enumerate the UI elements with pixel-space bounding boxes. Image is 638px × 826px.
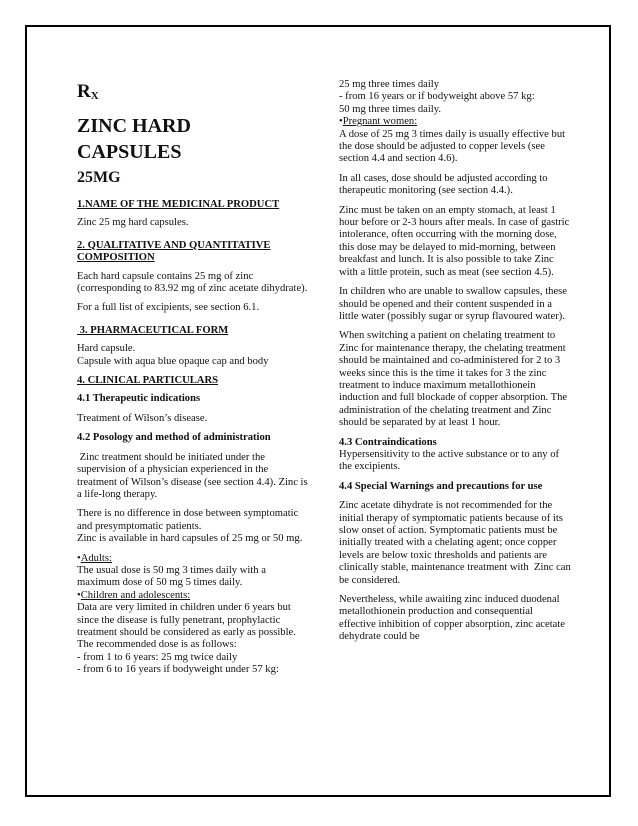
section-4-2-text-2b: Zinc is available in hard capsules of 25 mg or 50 mg. [77, 533, 303, 545]
section-2-text-2: For a full list of excipients, see section 6.1. [77, 302, 260, 314]
dose-line-1: 25 mg three times daily [339, 79, 440, 90]
pregnant-label: Pregnant women: [342, 116, 418, 128]
section-4-1-heading: 4.1 Therapeutic indications [77, 393, 201, 405]
dose-line-3: 50 mg three times daily. [339, 103, 441, 115]
section-4-3-text: Hypersensitivity to the active substance or to any of the excipients. [339, 448, 560, 473]
children-dose-line-2: - from 6 to 16 years if bodyweight under 57 kg: [77, 664, 279, 676]
section-4-2-heading: 4.2 Posology and method of administration [77, 432, 271, 444]
section-2-heading: 2. QUALITATIVE AND QUANTITATIVE COMPOSITION [77, 239, 271, 264]
section-4-4-text-2: Nevertheless, while awaiting zinc induced duodenal metallothionein production and consequential effective inhibition of copper absorption, zinc acetate dehydrate could be [339, 594, 566, 643]
pregnant-text: A dose of 25 mg 3 times daily is usually effective but the dose should be adjusted to copper levels (see section 4.4 and section 4.6). [339, 128, 566, 165]
adults-bullet [77, 553, 309, 565]
section-3-line-1: Hard capsule. [77, 343, 136, 355]
left-column [77, 79, 309, 677]
rx-letter: R [77, 81, 91, 102]
section-4-2-text-1: Zinc treatment should be initiated under the supervision of a physician experienced in the treatment of Wilson’s disease (see section 4.4). Zinc is a life-long therapy. [77, 451, 311, 500]
product-title-line2: CAPSULES [77, 141, 182, 163]
product-strength: 25MG [77, 169, 121, 186]
section-4-4-text-1: Zinc acetate dihydrate is not recommended for the initial therapy of symptomatic patients because of its slow onset of action. Symptomatic patients must be initially treated with a chelating agent; once copper levels are below toxic thresholds and patients are clinically stable, maintenance treatment with Zinc can be considered. [339, 500, 574, 586]
section-3-heading: 3. PHARMACEUTICAL FORM [77, 324, 229, 336]
section-1-heading: 1.NAME OF THE MEDICINAL PRODUCT [77, 199, 280, 210]
pregnant-bullet [339, 116, 571, 128]
product-title-line1: ZINC HARD [77, 115, 191, 137]
all-cases-text: In all cases, dose should be adjusted according to therapeutic monitoring (see section 4.4.). [339, 172, 548, 197]
children-label: Children and adolescents: [80, 589, 191, 601]
section-4-4-heading: 4.4 Special Warnings and precautions for use [339, 480, 543, 492]
section-3-line-2: Capsule with aqua blue opaque cap and body [77, 355, 269, 367]
empty-stomach-text: Zinc must be taken on an empty stomach, at least 1 hour before or 2-3 hours after meals. In case of gastric intolerance, often occurring with the morning dose, this dose may be delayed to mid-morning, between breakfast and lunch. It is also possible to take Zinc with a little protein, such as meat (see section 4.5). [339, 204, 570, 278]
children-bullet [77, 590, 309, 602]
rx-subscript: X [90, 90, 99, 102]
section-4-2-text-2a: There is no difference in dose between symptomatic and presymptomatic patients. [77, 508, 299, 532]
section-4-1-text: Treatment of Wilson’s disease. [77, 412, 208, 424]
adults-label: Adults: [80, 552, 112, 564]
section-1-text: Zinc 25 mg hard capsules. [77, 217, 189, 229]
section-4-3-heading: 4.3 Contraindications [339, 436, 437, 448]
rx-symbol [77, 79, 309, 109]
children-capsules-text: In children who are unable to swallow capsules, these should be opened and their content suspended in a little water (possibly sugar or syrup flavoured water). [339, 286, 567, 322]
section-2-text-1: Each hard capsule contains 25 mg of zinc (corresponding to 83.92 mg of zinc acetate dihydrate). [77, 270, 308, 295]
right-column [339, 79, 574, 651]
children-dose-line-1: - from 1 to 6 years: 25 mg twice daily [77, 651, 238, 663]
dose-line-2: - from 16 years or if bodyweight above 57 kg: [339, 91, 535, 103]
switching-text: When switching a patient on chelating treatment to Zinc for maintenance therapy, the chelating treatment should be maintained and co-administered for 2 to 3 weeks since this is the time it takes for 3 the zinc treatment to induce maximum metallothionein induction and full blockade of copper absorption. The administration of the chelating treatment and Zinc should be separated by at least 1 hour. [339, 330, 570, 429]
children-text: Data are very limited in children under 6 years but since the disease is fully penetrant, prophylactic treatment should be considered as early as possible. The recommended dose is as follows: [77, 602, 296, 651]
adults-text: The usual dose is 50 mg 3 times daily with a maximum dose of 50 mg 5 times daily. [77, 564, 266, 589]
section-4-heading: 4. CLINICAL PARTICULARS [77, 375, 218, 387]
